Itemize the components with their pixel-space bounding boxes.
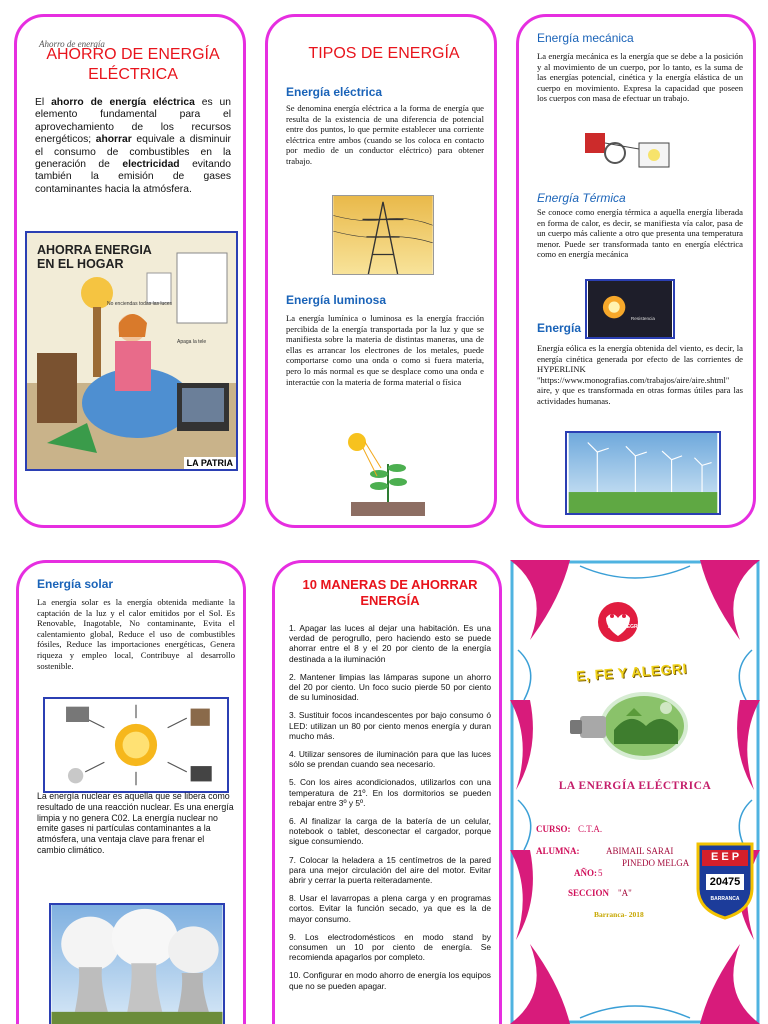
- list-item: 6. Al finalizar la carga de la batería de un celular, notebook o tablet, desconectar el cargador, porque sigue consumiendo.: [289, 816, 491, 847]
- year-text: Barranca- 2018: [594, 910, 644, 919]
- anio-value: 5: [598, 868, 603, 878]
- shield-bottom-text: BARRANCA: [710, 896, 740, 902]
- intro-paragraph: El ahorro de energía eléctrica es un elemento fundamental para el aprovechamiento de los recursos energéticos; ahorrar equivale a disminuir el consumo de combustibles en la generación de electricidad evitando también la emisión de gases contaminantes hacia la atmósfera.: [35, 97, 231, 195]
- list-item: 7. Colocar la heladera a 15 centímetros de la pared para una mejor circulación del aire del motor. Evitar abrir y cerrar la puerta reiteradamente.: [289, 854, 491, 886]
- solar-energy-diagram: [43, 697, 229, 793]
- list-item: 3. Sustituir focos incandescentes por bajo consumo ó LED: utilizan un 80 por ciento menos energía y duran mucho más.: [289, 710, 491, 741]
- shield-number: 20475: [709, 876, 741, 888]
- heading-energia-mecanica: Energía mecánica: [537, 31, 634, 45]
- thermal-lamp-image: [585, 279, 675, 339]
- list-item: 2. Mantener limpias las lámparas supone un ahorro del 20 por ciento. Un foco sucio pierde 50 por ciento de su luminosidad.: [289, 671, 491, 703]
- heading-energia-solar: Energía solar: [37, 577, 114, 591]
- list-item: 10. Configurar en modo ahorro de energía los equipos que no se pueden apagar.: [289, 970, 491, 991]
- list-item: 4. Utilizar sensores de iluminación para que las luces sólo se prendan cuando sea necesario.: [289, 749, 491, 770]
- text-energia-mecanica: La energía mecánica es la energía que se debe a la posición y al movimiento de un cuerpo, por lo tanto, es la suma de las energías potencial, cinética y la energía elástica de un cuerpo en movimiento. Expresa la capacidad que poseen los cuerpos con masa de efectuar un trabajo.: [537, 51, 743, 104]
- panel2-title: TIPOS DE ENERGÍA: [308, 45, 460, 62]
- seccion-label: SECCION: [568, 888, 610, 898]
- list-item: 8. Usar el lavarropas a plena carga y en programas cortos. Evitar la función secado, ya que es la de mayor consumo.: [289, 893, 491, 924]
- panel1-title: AHORRO DE ENERGÍA ELÉCTRICA: [46, 46, 220, 83]
- panel-mecanica-termica-eolica: [516, 14, 756, 528]
- text-energia-termica: Se conoce como energía térmica a aquella energía liberada en forma de calor, es decir, se manifiesta vía calor, pasa de un cuerpo más caliente a otro que presenta una temperatura menor. Puede ser transformada tanto en energía eléctrica como en energía mecánica: [537, 207, 743, 260]
- poster-title: AHORRA ENERGIA EN EL HOGAR: [37, 243, 152, 271]
- panel-10-maneras: [272, 560, 502, 1024]
- cover-title: LA ENERGÍA ELÉCTRICA: [558, 780, 712, 792]
- curso-label: CURSO:: [536, 824, 571, 834]
- heading-energia-eolica: Energía: [537, 321, 582, 335]
- nuclear-plant-image: [49, 903, 225, 1024]
- anio-label: AÑO:: [574, 868, 597, 878]
- alumna-label: ALUMNA:: [536, 846, 580, 856]
- list-item: 5. Con los aires acondicionados, utilizarlos con una temperatura de 21º. En los dormitorios se pueden rebajar entre 3º y 5º.: [289, 777, 491, 808]
- tips-list: [289, 623, 491, 999]
- motto-text: E, FE Y ALEGRI: [575, 660, 688, 684]
- panel-ahorro: [14, 14, 246, 528]
- svg-text:No enciendas todas las luces: No enciendas todas las luces: [107, 301, 173, 307]
- panel5-title: 10 MANERAS DE AHORRAR ENERGÍA: [302, 577, 478, 608]
- curso-value: C.T.A.: [578, 824, 603, 834]
- fe-y-alegria-logo-text: FE Y ALEGRIA: [608, 624, 643, 630]
- svg-text:Apaga la tele: Apaga la tele: [177, 339, 207, 345]
- shield-top-text: E E P: [710, 851, 740, 863]
- text-energia-luminosa: La energía lumínica o luminosa es la energía fracción percibida de la energía transportada por la luz y que se manifiesta sobre la materia de distintas maneras, una de ellas es arrancar los electrones de los metales, puede comportarse como una onda o como si fuera materia, pero lo más normal es que se desplace como una onda e interactúe con la materia de forma material o física: [286, 313, 484, 387]
- photosynthesis-plant-image: [343, 424, 433, 519]
- text-energia-eolica: Energía eólica es la energía obtenida del viento, es decir, la energía cinética generada por efecto de las corrientes de HYPERLINK "https://www.monografias.com/trabajos/aire/aire.shtml" aire, y que es transformada en otras formas útiles para las actividades humanas.: [537, 343, 743, 406]
- panel-solar-nuclear: [16, 560, 246, 1024]
- poster-brand: LA PATRIA: [184, 457, 236, 469]
- svg-text:Resistencia: Resistencia: [630, 316, 656, 322]
- text-energia-solar: La energía solar es la energía obtenida mediante la captación de la luz y el calor emitidos por el Sol. Es Renovable, Inagotable, No contaminante, Evita el calentamiento global, Reduce el uso de combustibles fósiles, Reduce las importaciones energéticas, Genera riqueza y empleo local, Contribuye al desarrollo sostenible.: [37, 597, 235, 671]
- seccion-value: "A": [618, 888, 632, 898]
- heading-energia-termica: Energía Térmica: [537, 191, 626, 205]
- mechanical-energy-diagram: [579, 123, 689, 183]
- heading-energia-electrica: Energía eléctrica: [286, 85, 383, 99]
- heading-energia-luminosa: Energía luminosa: [286, 293, 387, 307]
- list-item: 1. Apagar las luces al dejar una habitación. Es una verdad de perogrullo, pero haciendo esto se puede ahorrar entre el 8 y el 20 por ciento de la energía destinada a la iluminación: [289, 623, 491, 664]
- power-tower-image: [332, 195, 434, 275]
- list-item: 9. Los electrodomésticos en modo stand by consumen un 10 por ciento de energía. Se recomienda apagarlos por completo.: [289, 931, 491, 963]
- watermark-text: Ahorro de energía: [39, 39, 105, 49]
- ahorra-energia-poster: [25, 231, 238, 471]
- text-energia-nuclear: La energía nuclear es aquella que se libera como resultado de una reacción nuclear. Es una energía limpia y no genera C02. La energía nuclear no emite gases ni partículas contaminantes a la atmósfera, una ventaja clave para frenar el cambio climático.: [37, 791, 234, 855]
- school-shield-logo: [694, 840, 756, 920]
- wind-turbines-image: [565, 431, 721, 515]
- panel-tipos: [265, 14, 497, 528]
- alumna-value-2: PINEDO MELGA: [622, 858, 690, 868]
- panel-cover: [510, 560, 760, 1024]
- eco-bulb-image: [566, 686, 696, 770]
- text-energia-electrica: Se denomina energía eléctrica a la forma de energía que resulta de la existencia de una diferencia de potencial entre dos puntos, lo que permite establecer una corriente eléctrica entre ambos (cuando se los coloca en contacto por medio de un conductor eléctrico) para obtener trabajo.: [286, 103, 484, 166]
- alumna-value-1: ABIMAIL SARAI: [606, 846, 674, 856]
